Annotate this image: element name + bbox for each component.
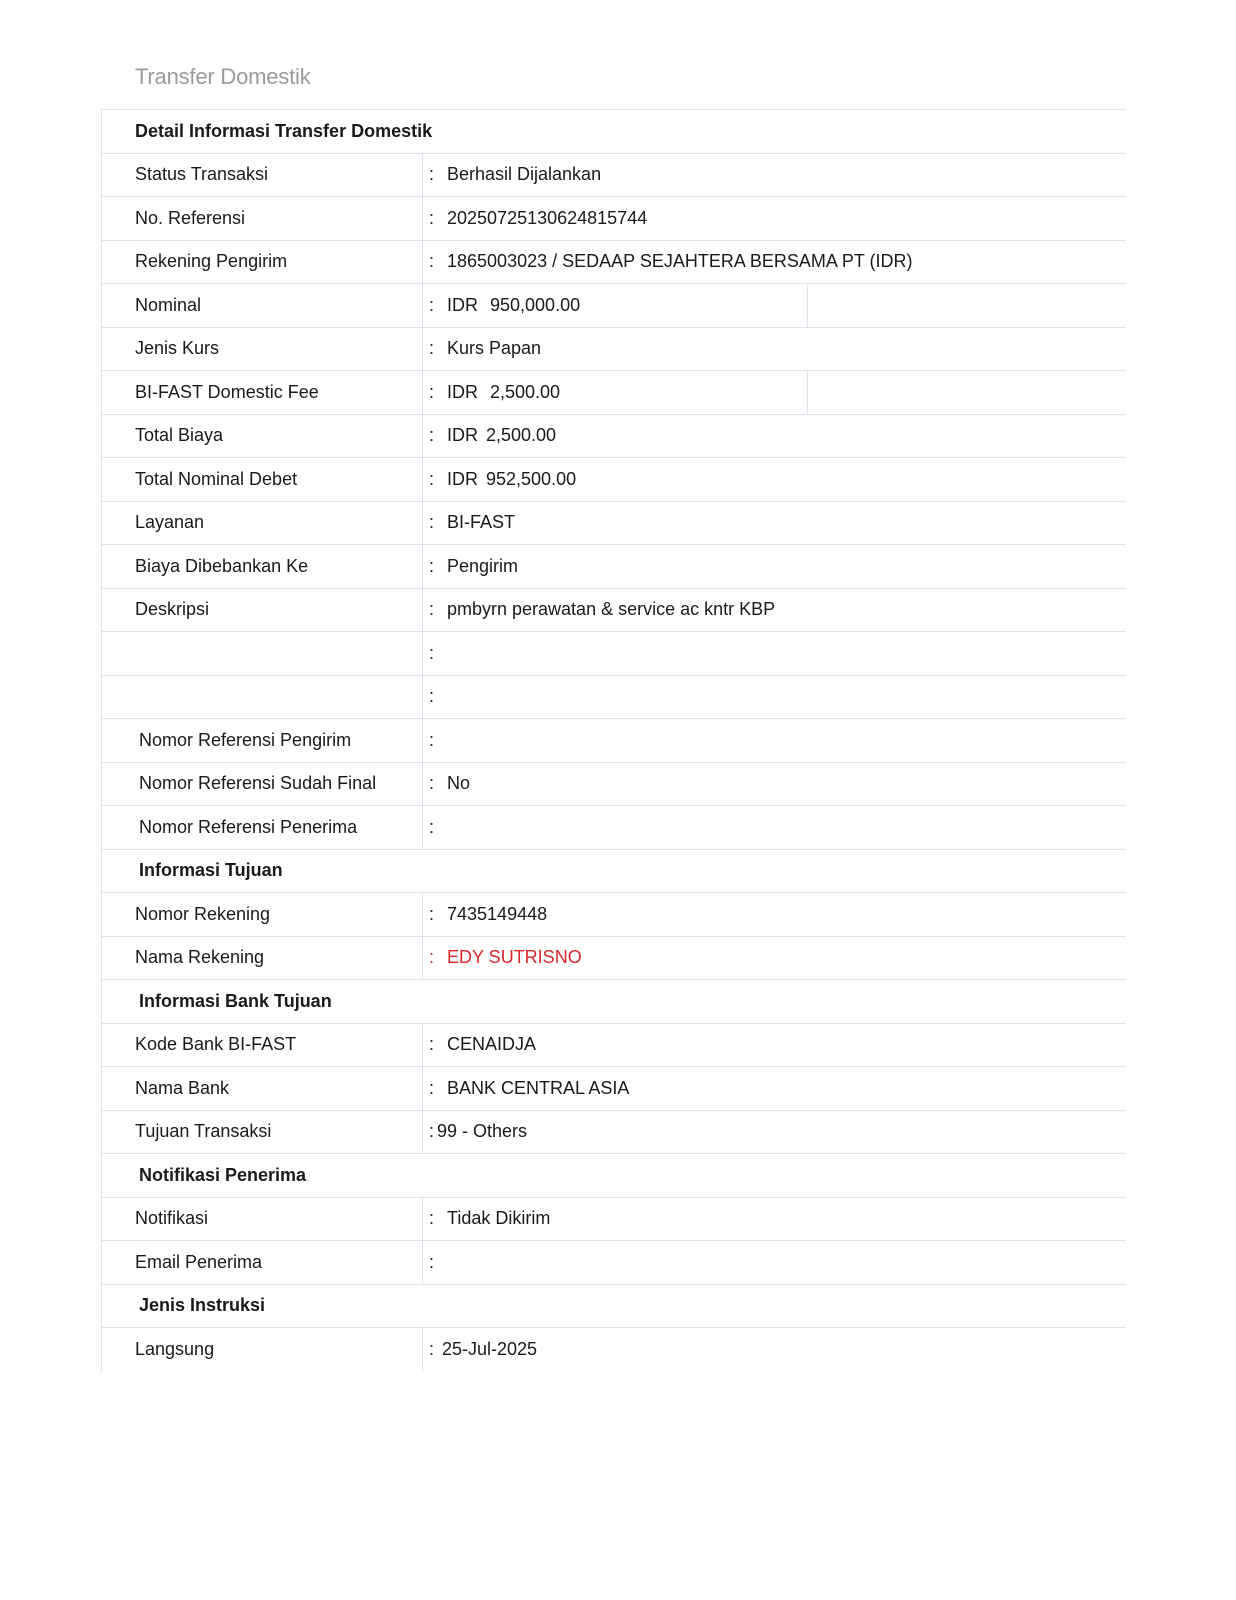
nomor-rekening-label: Nomor Rekening [135,903,271,924]
colon: : [429,425,435,446]
colon: : [429,1077,435,1098]
kode-bank-label: Kode Bank BI-FAST [135,1034,297,1055]
total-biaya-currency: IDR [447,425,478,446]
section-informasi-tujuan [102,850,1126,894]
nama-rekening-value: EDY SUTRISNO [447,947,582,968]
biaya-dibebankan-value: Pengirim [447,555,519,576]
section-title: Notifikasi Penerima [139,1164,307,1185]
colon: : [429,251,435,272]
nama-bank-value: BANK CENTRAL ASIA [447,1077,630,1098]
section-title: Jenis Instruksi [139,1295,266,1316]
nomor-ref-pengirim-label: Nomor Referensi Pengirim [139,729,352,750]
total-nominal-debet-currency: IDR [447,468,478,489]
langsung-value: 25-Jul-2025 [442,1339,538,1360]
row-tujuan-transaksi [102,1111,1126,1155]
nomor-ref-final-label: Nomor Referensi Sudah Final [139,773,377,794]
section-informasi-bank-tujuan [102,980,1126,1024]
colon: : [429,555,435,576]
rekening-pengirim-value: 1865003023 / SEDAAP SEJAHTERA BERSAMA PT (IDR) [447,251,913,272]
row-jenis-kurs [102,328,1126,372]
colon: : [429,164,435,185]
colon: : [429,903,435,924]
row-total-biaya [102,415,1126,459]
nominal-label: Nominal [135,294,202,315]
status-transaksi-label: Status Transaksi [135,164,269,185]
nominal-currency: IDR [447,294,478,315]
colon: : [429,468,435,489]
row-notifikasi [102,1198,1126,1242]
biaya-dibebankan-label: Biaya Dibebankan Ke [135,555,309,576]
page-title: Transfer Domestik [135,64,311,89]
row-no-referensi [102,197,1126,241]
deskripsi-label: Deskripsi [135,599,210,620]
total-biaya-label: Total Biaya [135,425,224,446]
row-nomor-ref-penerima [102,806,1126,850]
nama-rekening-label: Nama Rekening [135,947,265,968]
rekening-pengirim-label: Rekening Pengirim [135,251,288,272]
colon: : [429,338,435,359]
section-title: Informasi Tujuan [139,860,283,881]
total-biaya-value: 2,500.00 [486,425,557,446]
row-nomor-ref-pengirim [102,719,1126,763]
table-header-row [102,110,1126,154]
nama-bank-label: Nama Bank [135,1077,230,1098]
total-nominal-debet-value: 952,500.00 [486,468,577,489]
colon: : [429,729,435,750]
row-bifast-fee [102,371,1126,415]
total-nominal-debet-label: Total Nominal Debet [135,468,298,489]
no-referensi-label: No. Referensi [135,207,246,228]
email-penerima-label: Email Penerima [135,1251,263,1272]
section-title: Informasi Bank Tujuan [139,990,332,1011]
row-layanan [102,502,1126,546]
colon: : [429,207,435,228]
notifikasi-label: Notifikasi [135,1208,209,1229]
row-nomor-rekening [102,893,1126,937]
section-notifikasi-penerima [102,1154,1126,1198]
bifast-fee-currency: IDR [447,381,478,402]
jenis-kurs-label: Jenis Kurs [135,338,220,359]
section-jenis-instruksi [102,1285,1126,1329]
transfer-detail-table [101,109,1126,1372]
row-nomor-ref-final [102,763,1126,807]
bifast-fee-label: BI-FAST Domestic Fee [135,381,319,402]
kode-bank-value: CENAIDJA [447,1034,537,1055]
status-transaksi-value: Berhasil Dijalankan [447,164,602,185]
row-kode-bank [102,1024,1126,1068]
colon: : [429,686,435,707]
notifikasi-value: Tidak Dikirim [447,1208,551,1229]
table-header: Detail Informasi Transfer Domestik [135,120,433,141]
layanan-value: BI-FAST [447,512,516,533]
row-empty-2 [102,676,1126,720]
row-empty-1 [102,632,1126,676]
colon: : [429,773,435,794]
colon: : [429,642,435,663]
colon: : [429,1121,435,1142]
no-referensi-value: 20250725130624815744 [447,207,648,228]
row-total-nominal-debet [102,458,1126,502]
row-deskripsi [102,589,1126,633]
nomor-rekening-value: 7435149448 [447,903,548,924]
nomor-ref-penerima-label: Nomor Referensi Penerima [139,816,358,837]
layanan-label: Layanan [135,512,205,533]
colon: : [429,947,435,968]
row-biaya-dibebankan [102,545,1126,589]
row-nominal [102,284,1126,328]
colon: : [429,381,435,402]
nomor-ref-final-value: No [447,773,471,794]
row-email-penerima [102,1241,1126,1285]
colon: : [429,294,435,315]
row-langsung [102,1328,1126,1372]
tujuan-transaksi-value: 99 - Others [437,1121,528,1142]
deskripsi-value: pmbyrn perawatan & service ac kntr KBP [447,599,776,620]
colon: : [429,599,435,620]
row-status-transaksi [102,154,1126,198]
colon: : [429,1251,435,1272]
colon: : [429,1034,435,1055]
colon: : [429,1339,435,1360]
bifast-fee-value: 2,500.00 [490,381,561,402]
colon: : [429,1208,435,1229]
row-nama-rekening [102,937,1126,981]
tujuan-transaksi-label: Tujuan Transaksi [135,1121,272,1142]
langsung-label: Langsung [135,1339,215,1360]
row-nama-bank [102,1067,1126,1111]
row-rekening-pengirim [102,241,1126,285]
jenis-kurs-value: Kurs Papan [447,338,542,359]
colon: : [429,512,435,533]
colon: : [429,816,435,837]
nominal-value: 950,000.00 [490,294,581,315]
